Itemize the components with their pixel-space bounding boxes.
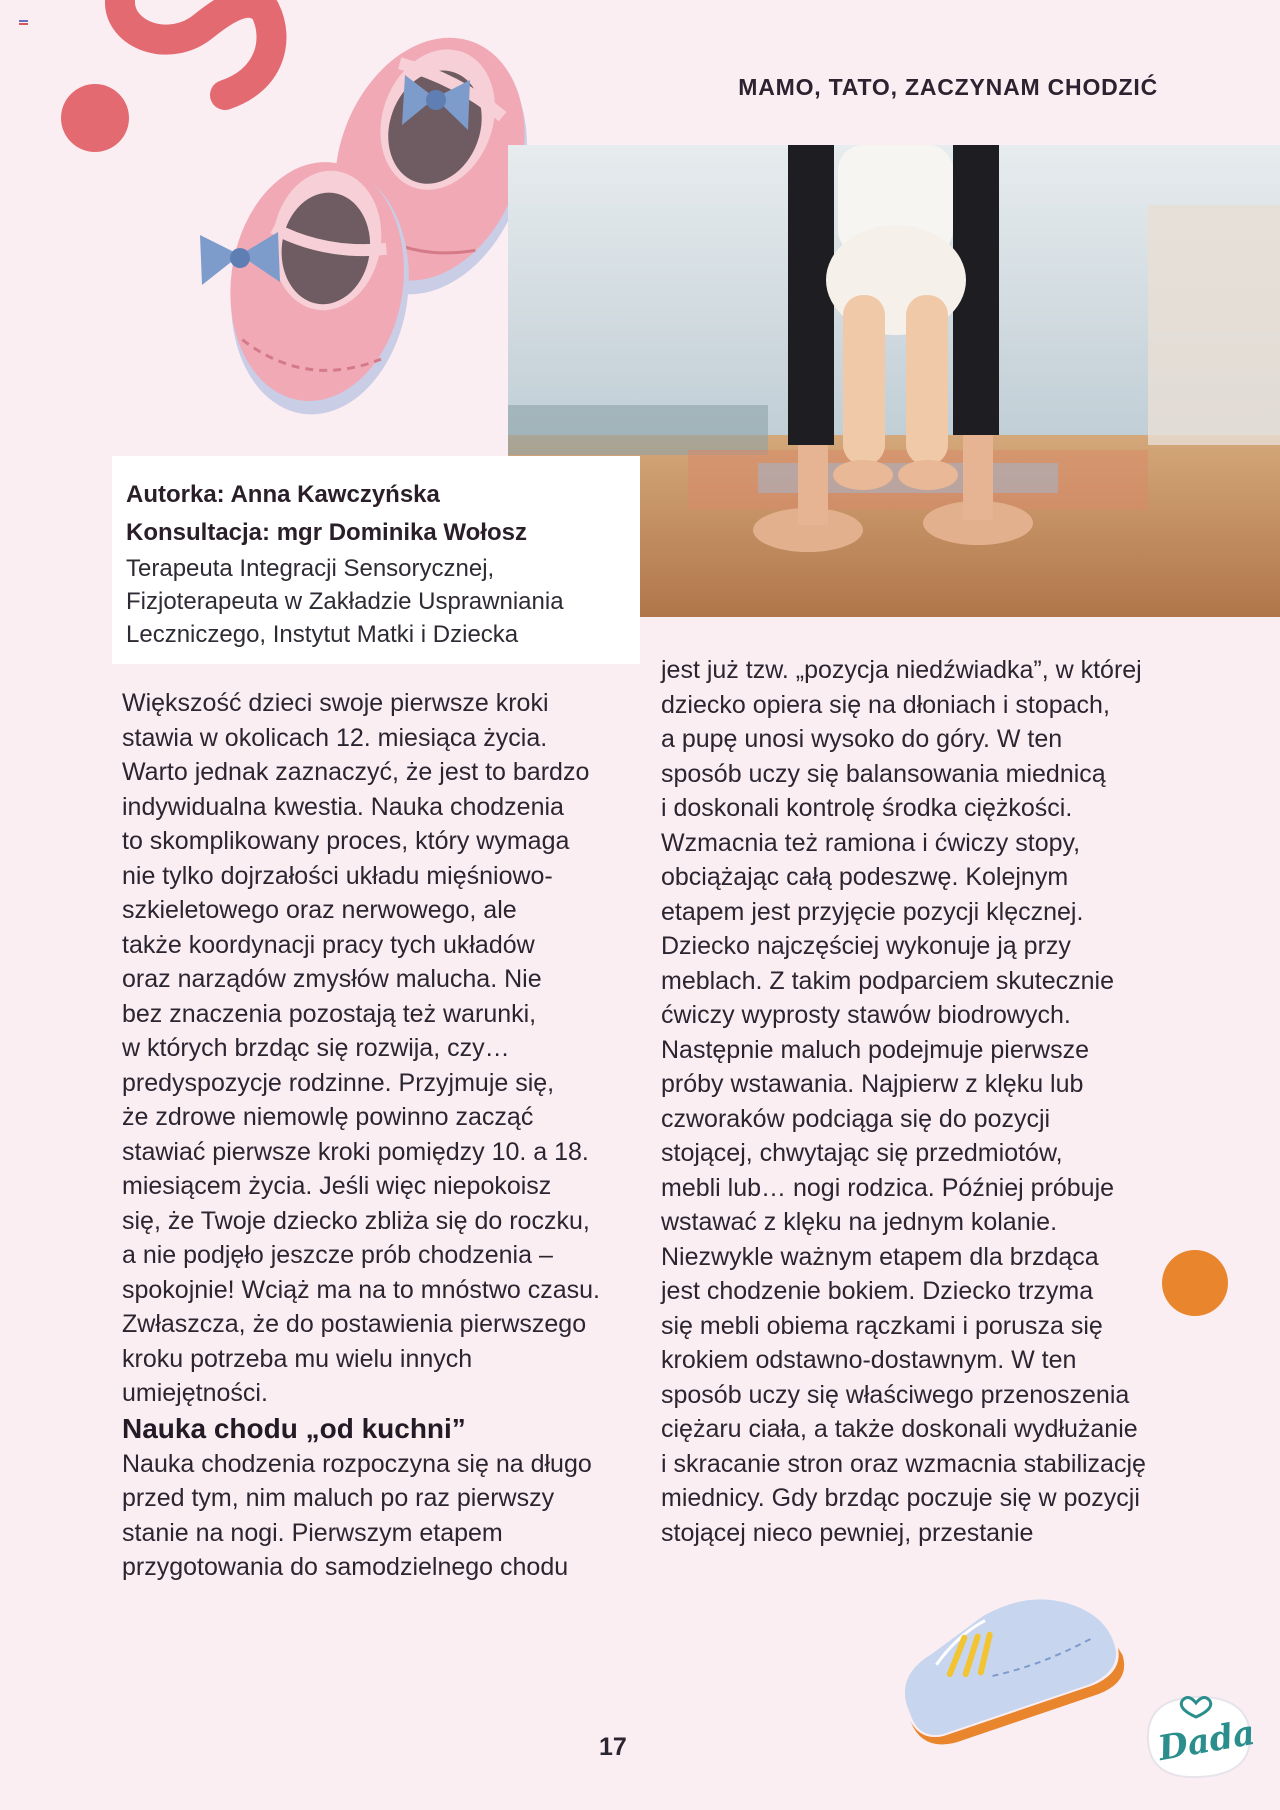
consultant-description-line: Fizjoterapeuta w Zakładzie Usprawniania <box>126 588 564 615</box>
text-line: Nauka chodzenia rozpoczyna się na długo <box>122 1449 592 1478</box>
text-line: to skomplikowany proces, który wymaga <box>122 827 570 855</box>
text-line: bez znaczenia pozostają też warunki, <box>122 999 537 1028</box>
text-line: także koordynacji pracy tych układów <box>122 930 535 959</box>
text-line: jest chodzenie bokiem. Dziecko trzyma <box>661 1277 1094 1305</box>
text-line: sposób uczy się właściwego przenoszenia <box>661 1380 1130 1409</box>
text-line: stojącej nieco pewniej, przestanie <box>661 1518 1034 1547</box>
decorative-dot <box>1162 1250 1228 1316</box>
text-line: umiejętności. <box>122 1379 268 1407</box>
text-line: mebli lub… nogi rodzica. Później próbuje <box>661 1173 1115 1202</box>
text-line: stawia w okolicach 12. miesiąca życia. <box>122 723 548 752</box>
text-line: Większość dzieci swoje pierwsze kroki <box>122 689 549 717</box>
text-line: że zdrowe niemowlę powinno zacząć <box>122 1103 534 1131</box>
text-line: się mebli obiema rączkami i porusza się <box>661 1311 1103 1340</box>
text-line: sposób uczy się balansowania miednicą <box>661 759 1106 788</box>
text-line: jest już tzw. „pozycja niedźwiadka”, w której <box>661 656 1142 684</box>
consultant-description-line: Terapeuta Integracji Sensorycznej, <box>126 555 495 582</box>
text-line: kroku potrzeba mu wielu innych <box>122 1344 473 1373</box>
text-line: wstawać z klęku na jednym kolanie. <box>661 1208 1058 1236</box>
text-line: Niezwykle ważnym etapem dla brzdąca <box>661 1242 1099 1271</box>
baby-shoes-illustration <box>180 20 550 440</box>
text-line: obciążając całą podeszwę. Kolejnym <box>661 863 1069 891</box>
text-line: się, że Twoje dziecko zbliża się do roczku, <box>122 1206 590 1235</box>
left-column <box>122 686 622 1585</box>
text-line: stojącej, chwytając się przedmiotów, <box>661 1139 1063 1167</box>
consultant-description-line: Leczniczego, Instytut Matki i Dziecka <box>126 621 519 648</box>
text-line: Wzmacnia też ramiona i ćwiczy stopy, <box>661 828 1081 857</box>
text-line: a pupę unosi wysoko do góry. W ten <box>661 725 1063 753</box>
text-line: ciężaru ciała, a także doskonali wydłużanie <box>661 1415 1138 1443</box>
page-number: 17 <box>599 1733 627 1761</box>
text-line: miesiącem życia. Jeśli więc niepokoisz <box>122 1172 552 1200</box>
text-line: stanie na nogi. Pierwszym etapem <box>122 1518 503 1547</box>
author-name: Autorka: Anna Kawczyńska <box>126 481 440 508</box>
logo-text: Dada <box>1155 1712 1259 1770</box>
sneaker-illustration <box>880 1570 1140 1745</box>
text-line: miednicy. Gdy brzdąc poczuje się w pozycji <box>661 1484 1140 1512</box>
text-line: przygotowania do samodzielnego chodu <box>122 1553 569 1581</box>
text-line: etapem jest przyjęcie pozycji klęcznej. <box>661 897 1084 926</box>
right-column <box>661 653 1181 1550</box>
text-line: indywidualna kwestia. Nauka chodzenia <box>122 792 564 821</box>
consultant-name: Konsultacja: mgr Dominika Wołosz <box>126 519 527 546</box>
text-line: meblach. Z takim podparciem skutecznie <box>661 966 1114 995</box>
text-line: oraz narządów zmysłów malucha. Nie <box>122 965 542 993</box>
text-line: czworaków podciąga się do pozycji <box>661 1104 1051 1133</box>
dada-logo <box>1138 1685 1258 1785</box>
author-box <box>112 456 640 664</box>
text-line: szkieletowego oraz nerwowego, ale <box>122 896 517 924</box>
text-line: predyspozycje rodzinne. Przyjmuje się, <box>122 1068 555 1097</box>
text-line: Następnie maluch podejmuje pierwsze <box>661 1035 1090 1064</box>
text-line: krokiem odstawno-dostawnym. W ten <box>661 1346 1077 1374</box>
section-title: MAMO, TATO, ZACZYNAM CHODZIĆ <box>738 74 1158 100</box>
text-line: dziecko opiera się na dłoniach i stopach, <box>661 690 1110 719</box>
text-line: i skracanie stron oraz wzmacnia stabilizację <box>661 1449 1146 1478</box>
text-line: przed tym, nim maluch po raz pierwszy <box>122 1484 555 1512</box>
decorative-dot <box>61 84 129 152</box>
text-line: spokojnie! Wciąż ma na to mnóstwo czasu. <box>122 1275 600 1304</box>
text-line: próby wstawania. Najpierw z klęku lub <box>661 1070 1084 1098</box>
text-line: i doskonali kontrolę środka ciężkości. <box>661 794 1073 822</box>
text-line: w których brzdąc się rozwija, czy… <box>122 1034 510 1062</box>
text-line: ćwiczy wyprosty stawów biodrowych. <box>661 1001 1071 1029</box>
text-line: stawiać pierwsze kroki pomiędzy 10. a 18. <box>122 1137 589 1166</box>
text-line: a nie podjęło jeszcze prób chodzenia – <box>122 1241 553 1269</box>
text-line: Zwłaszcza, że do postawienia pierwszego <box>122 1310 587 1338</box>
text-line: nie tylko dojrzałości układu mięśniowo- <box>122 861 553 890</box>
text-line: Dziecko najczęściej wykonuje ją przy <box>661 932 1071 960</box>
text-line: Warto jednak zaznaczyć, że jest to bardzo <box>122 758 590 786</box>
section-heading: Nauka chodu „od kuchni” <box>122 1412 466 1444</box>
